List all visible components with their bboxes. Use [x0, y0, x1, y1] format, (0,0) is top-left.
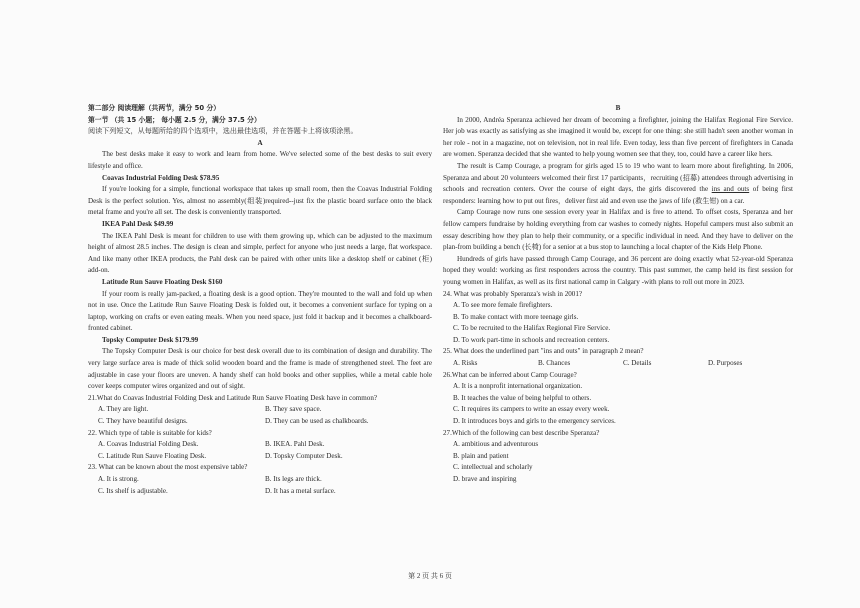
answer-option: A. It is a nonprofit international organization.	[453, 382, 583, 391]
passage-b-paragraph	[443, 161, 793, 207]
answer-option: C. Its shelf is adjustable.	[98, 486, 168, 495]
left-column	[88, 103, 432, 497]
answer-option: B. Chances	[538, 359, 571, 368]
product-title: Latitude Run Sauve Floating Desk $160	[102, 277, 223, 286]
answer-option: D. It introduces boys and girls to the emergency services.	[453, 417, 616, 426]
answer-option: C. It requires its campers to write an essay every week.	[453, 405, 610, 414]
instruction: 阅读下列短文，从每题所给的四个选项中，选出最佳选项，并在答题卡上将该项涂黑。	[88, 127, 358, 136]
question-stem: 21.What do Coavas Industrial Folding Desk and Latitude Run Sauve Floating Desk have in common?	[88, 393, 378, 402]
answer-option: A. They are light.	[98, 405, 149, 414]
page-footer: 第 2 页 共 6 页	[408, 572, 452, 580]
answer-option: D. It has a metal surface.	[265, 486, 336, 495]
question-stem: 23. What can be known about the most expensive table?	[88, 463, 248, 472]
product-title: Topsky Computer Desk $179.99	[102, 335, 199, 344]
answer-option: D. Topsky Computer Desk.	[265, 451, 343, 460]
question-options	[88, 404, 432, 427]
passage-b-paragraph: Hundreds of girls have passed through Camp Courage, and 36 percent are doing exactly what 52-year-old Speranza hoped they would: working as first responders across the country. This past summer, the camp held its first session for young women in Halifax, as well as its first national camp in Calgary -with plans to roll out more in 2023.	[443, 254, 793, 286]
section-subtitle: 第一节 （共 15 小题； 每小题 2.5 分，满分 37.5 分）	[88, 115, 261, 124]
question-options	[88, 439, 432, 462]
answer-option: A. To see more female firefighters.	[453, 301, 553, 310]
question-stem: 27.Which of the following can best describe Speranza?	[443, 428, 600, 437]
answer-option: D. They can be used as chalkboards.	[265, 417, 369, 426]
answer-option: C. They have beautiful designs.	[98, 417, 188, 426]
answer-option: C. To be recruited to the Halifax Regional Fire Service.	[453, 324, 611, 333]
answer-option: B. It teaches the value of being helpful to others.	[453, 393, 592, 402]
passage-b-letter: B	[615, 104, 621, 112]
product-description: The Topsky Computer Desk is our choice for best desk overall due to its combination of design and durability. The very large surface area is made of thick solid wooden board and the frame is made of strengthened steel. The feet are adjustable in case your floors are uneven. A handy shelf can hold books and other supplies, while a metal cable hole cover keeps computer wires organized and out of sight.	[88, 347, 432, 391]
underlined-phrase: ins and outs	[711, 185, 750, 194]
question-options	[88, 474, 432, 497]
passage-b-paragraph: Camp Courage now runs one session every year in Halifax and is free to attend. To offset costs, Speranza and her fellow campers fundraise by holding everything from car washes to comedy nights. Hopeful campers must also submit an essay describing how they plan to help their community, or a specific individual in need. And they have to deliver on the plan-from building a bench (长椅) for a senior at a bus stop to launching a local chapter of the Kids Help Phone.	[443, 208, 793, 252]
question-stem: 25. What does the underlined part "ins and outs" in paragraph 2 mean?	[443, 347, 644, 356]
answer-option: B. plain and patient	[453, 451, 509, 460]
answer-option: B. IKEA. Pahl Desk.	[265, 440, 325, 449]
answer-option: C. Latitude Run Sauve Floating Desk.	[98, 451, 207, 460]
product-title: Coavas Industrial Folding Desk $78.95	[102, 173, 220, 182]
answer-option: D. To work part-time in schools and recreation centers.	[453, 335, 610, 344]
paragraph-text: of being first responders: learning how to put out fires，deliver first aid and even use the jaws of life (救生钳) on a car.	[443, 185, 793, 205]
part-title: 第二部分 阅读理解（共两节，满分 50 分）	[88, 104, 221, 112]
paragraph-text: The result is Camp Courage, a program for girls aged 15 to 19 who want to learn more about firefighting. In 2006, Speranza and about 20 volunteers welcomed their first 17 participants，recruiting (招募) attendees through advertising in schools and recreation centers. Over the course of eight days, the girls discovered the	[443, 161, 793, 194]
answer-option: B. Its legs are thick.	[265, 475, 322, 483]
answer-option: C. Details	[623, 359, 652, 368]
answer-option: B. They save space.	[265, 405, 322, 414]
answer-option: C. intellectual and scholarly	[453, 463, 533, 472]
passage-a-letter: A	[257, 138, 263, 147]
right-column	[443, 103, 793, 486]
answer-option: D. brave and inspiring	[453, 475, 517, 483]
answer-option: D. Purposes	[708, 359, 743, 368]
question-options	[443, 358, 793, 370]
passage-a-intro: The best desks make it easy to work and learn from home. We've selected some of the best desks to suit every lifestyle and office.	[88, 150, 432, 170]
answer-option: A. It is strong.	[98, 475, 139, 483]
passage-b-paragraph: In 2000, Andréa Speranza achieved her dream of becoming a firefighter, joining the Halifax Regional Fire Service. Her job was exactly as satisfying as she imagined it would be, except for one thing: she still hadn't seen another woman in her role - not in a magazine, not on television, not in real life. Even today, less than five percent of firefighters in Canada are women. Speranza decided that she wanted to help young women see that they, too, could have a career like hers.	[443, 115, 793, 159]
product-title: IKEA Pahl Desk $49.99	[102, 219, 174, 228]
answer-option: A. ambitious and adventurous	[453, 440, 539, 449]
product-description: The IKEA Pahl Desk is meant for children to use with them growing up, which can be adjusted to the maximum height of almost 28.5 inches. The design is clean and simple, perfect for anyone who just needs a large, flat workspace. And like many other IKEA products, the Pahl desk can be paired with other units like a desktop shelf or cabinet (柜) add-on.	[88, 231, 432, 275]
answer-option: B. To make contact with more teenage girls.	[453, 312, 579, 321]
question-stem: 24. What was probably Speranza's wish in 2001?	[443, 289, 583, 298]
answer-option: A. Risks	[453, 359, 478, 368]
question-stem: 22. Which type of table is suitable for kids?	[88, 428, 212, 437]
question-stem: 26.What can be inferred about Camp Courage?	[443, 370, 577, 379]
answer-option: A. Coavas Industrial Folding Desk.	[98, 440, 199, 449]
product-description: If your room is really jam-packed, a floating desk is a good option. They're mounted to the wall and fold up when not in use. Once the Latitude Run Sauve Floating Desk is folded out, it becomes a convenient surface for typing on a laptop, working on crafts or even eating meals. When you need space, just fold it backup and it becomes a chalkboard-fronted cabinet.	[88, 289, 432, 333]
product-description: If you're looking for a simple, functional workspace that takes up small room, then the Coavas Industrial Folding Desk is the perfect solution. Yes, almost no assembly(组装)required--just fix the plastic board surface onto the black metal frame and you're all set. The desk is conveniently transported.	[88, 185, 432, 217]
